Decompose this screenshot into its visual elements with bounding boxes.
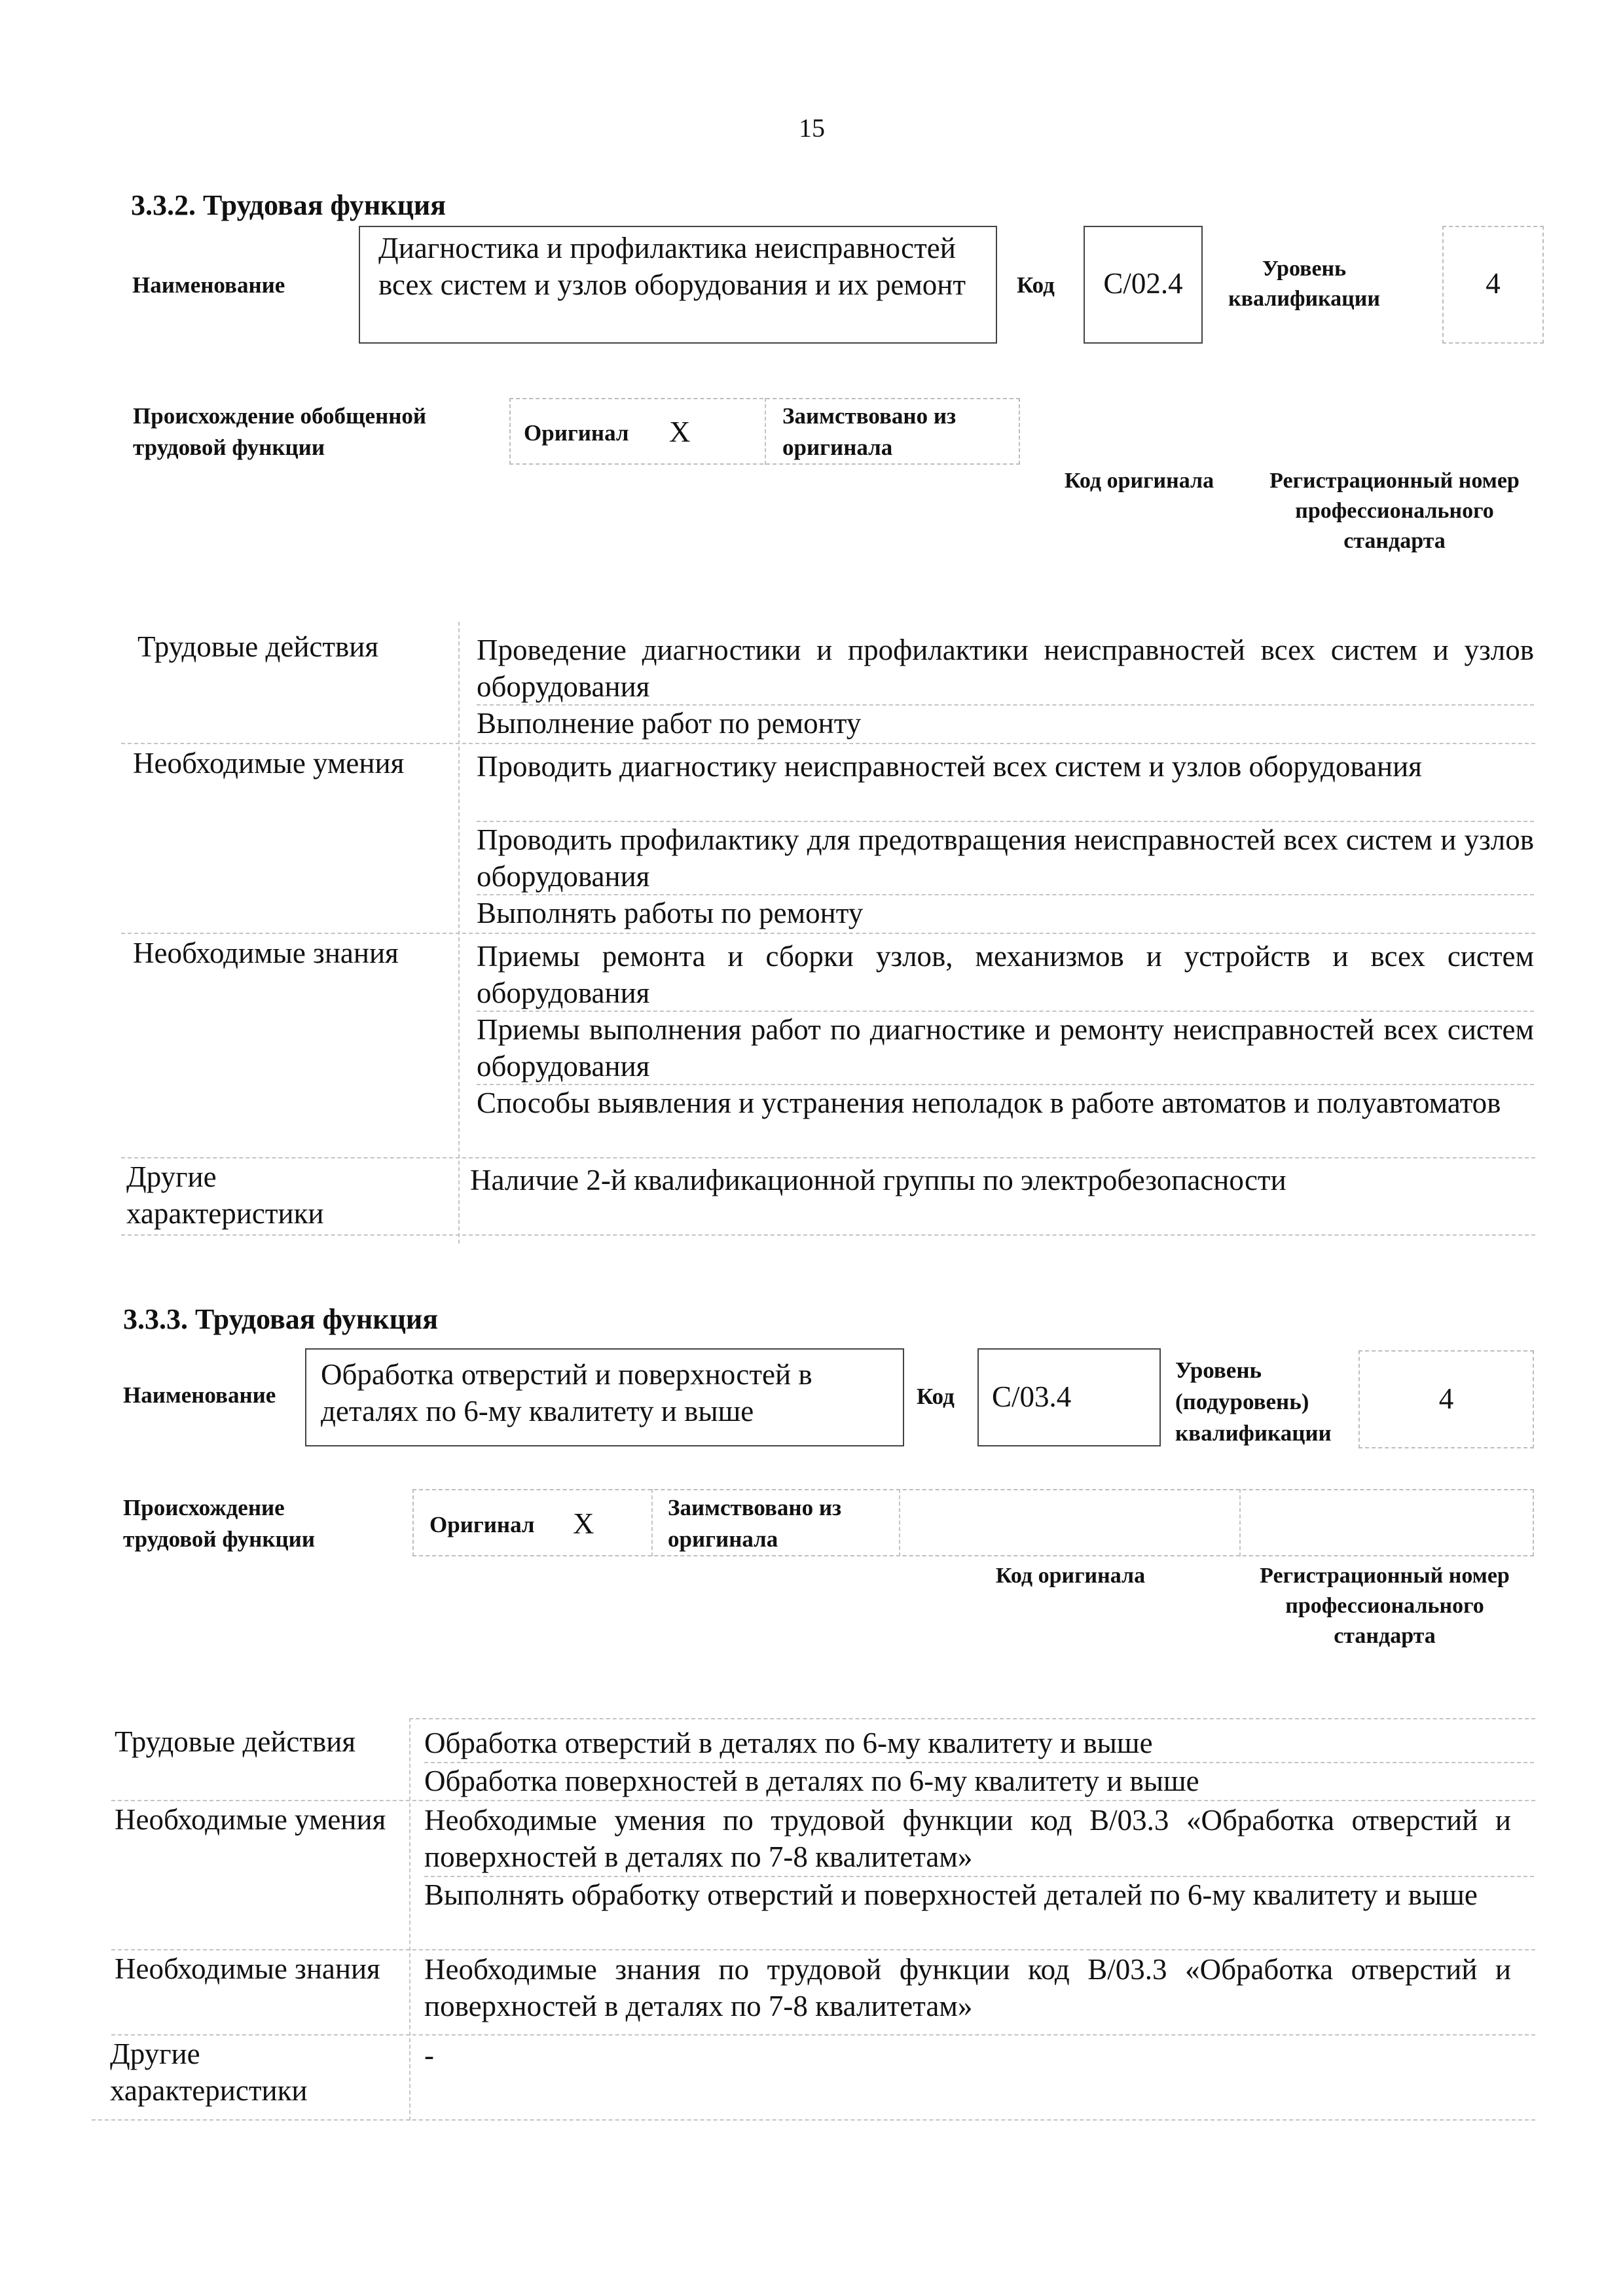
list-item: Обработка поверхностей в деталях по 6-му квалитету и выше (424, 1765, 1199, 1797)
list-item: Выполнение работ по ремонту (477, 707, 862, 740)
list-item: Необходимые умения по трудовой функции код B/03.3 «Обработка отверстий и поверхностей в деталях по 7-8 квалитетам» (424, 1804, 1511, 1873)
row-label: Необходимые умения (133, 747, 405, 780)
list-item: Необходимые знания по трудовой функции код B/03.3 «Обработка отверстий и поверхностей в деталях по 7-8 квалитетам» (424, 1953, 1511, 2022)
name-value: Диагностика и профилактика неисправностей всех систем и узлов оборудования и их ремонт (378, 232, 966, 301)
code-value: C/02.4 (1103, 267, 1183, 300)
original-mark: X (573, 1507, 594, 1540)
row-label: Другие характеристики (126, 1160, 324, 1230)
code-original-label: Код оригинала (1064, 469, 1214, 493)
divider (121, 743, 1535, 744)
divider (1239, 1489, 1241, 1556)
divider (92, 2119, 1535, 2121)
divider (651, 1489, 653, 1556)
section-title: 3.3.2. Трудовая функция (131, 189, 447, 221)
code-label: Код (917, 1384, 955, 1409)
origin-label: Происхождение обобщенной трудовой функции (133, 403, 427, 460)
original-label: Оригинал (429, 1512, 535, 1537)
level-label: Уровень квалификации (1228, 257, 1380, 311)
list-item: Проведение диагностики и профилактики неисправностей всех систем и узлов оборудования (477, 634, 1534, 703)
row-label: Другие характеристики (110, 2037, 308, 2107)
code-box (1084, 226, 1203, 344)
list-item: Выполнять работы по ремонту (477, 897, 864, 929)
row-label: Необходимые умения (115, 1803, 386, 1836)
list-item: Проводить диагностику неисправностей всех систем и узлов оборудования (477, 750, 1422, 783)
borrowed-label: Заимствовано из оригинала (668, 1495, 842, 1552)
reg-number-label: Регистрационный номер профессионального стандарта (1269, 469, 1520, 553)
list-item: Выполнять обработку отверстий и поверхностей деталей по 6-му квалитету и выше (424, 1878, 1478, 1911)
list-item: Обработка отверстий в деталях по 6-му квалитету и выше (424, 1727, 1153, 1759)
divider (121, 933, 1535, 934)
name-label: Наименование (132, 272, 285, 298)
level-value: 4 (1438, 1382, 1454, 1415)
level-box (1442, 226, 1544, 344)
list-item: Способы выявления и устранения неполадок в работе автоматов и полуавтоматов (477, 1086, 1501, 1119)
row-label: Трудовые действия (137, 630, 379, 663)
borrowed-label: Заимствовано из оригинала (782, 403, 957, 460)
level-value: 4 (1486, 267, 1501, 300)
list-item: - (424, 2039, 434, 2072)
name-box (305, 1348, 904, 1446)
row-label: Необходимые знания (133, 937, 399, 969)
name-label: Наименование (123, 1382, 276, 1408)
name-value: Обработка отверстий и поверхностей в деталях по 6-му квалитету и выше (321, 1358, 812, 1427)
row-label: Трудовые действия (115, 1725, 356, 1758)
divider (409, 1718, 1535, 1719)
list-item: Приемы ремонта и сборки узлов, механизмов и устройств и всех систем оборудования (477, 940, 1534, 1009)
code-box (977, 1348, 1161, 1446)
divider (121, 1234, 1535, 1236)
row-label: Необходимые знания (115, 1952, 380, 1985)
column-divider (409, 1718, 410, 2121)
name-box (359, 226, 997, 344)
divider (765, 398, 766, 465)
level-label: Уровень (подуровень) квалификации (1175, 1357, 1332, 1446)
original-mark: X (669, 416, 691, 448)
original-label: Оригинал (524, 420, 629, 446)
list-item: Наличие 2-й квалификационной группы по электробезопасности (470, 1164, 1286, 1196)
section-title: 3.3.3. Трудовая функция (123, 1303, 439, 1335)
level-box (1359, 1350, 1534, 1448)
code-label: Код (1017, 272, 1055, 298)
code-original-label: Код оригинала (995, 1564, 1146, 1588)
page-number: 15 (799, 113, 825, 143)
list-item: Приемы выполнения работ по диагностике и ремонту неисправностей всех систем оборудования (477, 1013, 1534, 1083)
origin-label: Происхождение трудовой функции (123, 1495, 316, 1552)
code-value: C/03.4 (992, 1380, 1072, 1413)
divider (899, 1489, 900, 1556)
reg-number-label: Регистрационный номер профессионального стандарта (1260, 1564, 1510, 1648)
list-item: Проводить профилактику для предотвращения неисправностей всех систем и узлов оборудования (477, 823, 1534, 893)
